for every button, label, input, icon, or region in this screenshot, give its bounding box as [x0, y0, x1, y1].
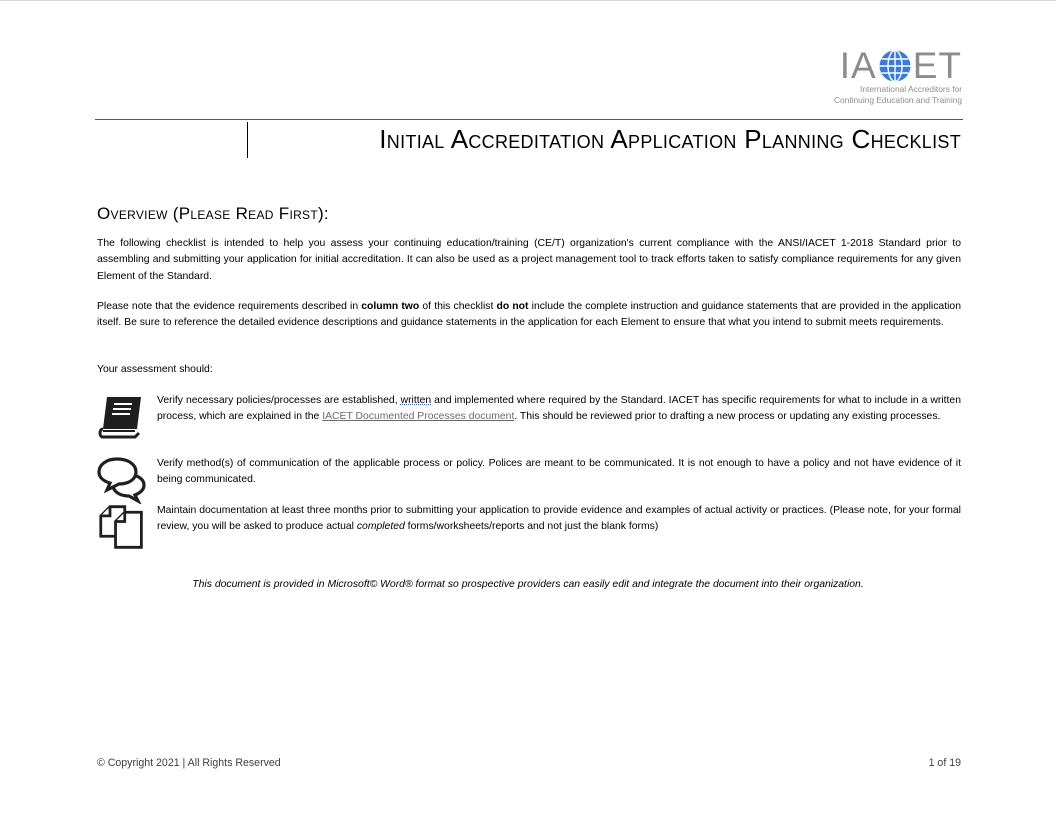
item-3-text-a: Maintain documentation at least three months prior to submitting your application to provide evidence and examples of actual activity or practices. (Please note, for your formal review, you will be asked to produce actual — [157, 505, 961, 533]
format-note: This document is provided in Microsoft© Word® format so prospective providers can easily edit and integrate the document into their organization. — [192, 579, 864, 590]
do-not-bold: do not — [496, 301, 529, 312]
overview-paragraph-1: The following checklist is intended to help you assess your continuing education/training (CE/T) organization's current compliance with the ANSI/IACET 1-2018 Standard prior to assembling and submitting your application for initial accreditation. It can also be used as a project management tool to track efforts taken to satisfy compliance requirements for any given Element of the Standard. — [97, 238, 961, 282]
documented-processes-link[interactable]: IACET Documented Processes document — [322, 411, 515, 423]
logo-wordmark — [812, 45, 962, 86]
footer-page-number: 1 of 19 — [928, 757, 961, 769]
item-1-text-a: Verify necessary policies/processes are established, — [157, 395, 401, 406]
item-1-text-b: and implemented where required by the Standard. IACET has specific requirements for what to include in a written process, which are explained in the — [157, 395, 961, 423]
overview-heading: Overview (Please Read First): — [97, 204, 329, 223]
logo-wordmark-left: IA — [839, 45, 877, 86]
logo-wordmark-right: ET — [912, 45, 962, 86]
item-1-text-c: . This should be reviewed prior to drafting a new process or updating any existing processes. — [514, 411, 941, 423]
paragraph-2-text-b: of this checklist — [419, 301, 497, 312]
paragraph-2-text-c: include the complete instruction and guidance statements that are provided in the application itself. Be sure to reference the detailed evidence descriptions and guidance statements in the application for each Element to ensure that what you intend to submit meets requirements. — [97, 301, 961, 329]
page-title: Initial Accreditation Application Planning Checklist — [379, 124, 961, 154]
documents-icon — [97, 503, 147, 551]
checklist-item-documentation-text — [157, 503, 961, 536]
logo-tagline-1: International Accreditors for — [860, 84, 962, 94]
footer-copyright: © Copyright 2021 | All Rights Reserved — [97, 757, 281, 769]
column-two-bold: column two — [361, 301, 420, 312]
checklist-item-policies-text — [157, 393, 961, 426]
logo-tagline-2: Continuing Education and Training — [833, 95, 962, 105]
checklist-item-communication-text: Verify method(s) of communication of the applicable process or policy. Polices are meant to be communicated. It is not enough to have a policy and not have evidence of it being communicated. — [157, 458, 961, 486]
speech-bubbles-icon — [97, 456, 147, 504]
overview-paragraph-2 — [97, 299, 961, 332]
iacet-logo — [812, 45, 962, 105]
header-rule — [95, 119, 963, 120]
written-spellcheck: written — [400, 395, 432, 406]
paragraph-2-text-a: Please note that the evidence requirements described in — [97, 301, 362, 312]
assessment-intro: Your assessment should: — [97, 364, 213, 375]
item-3-text-b: forms/worksheets/reports and not just the blank forms) — [404, 521, 659, 533]
completed-italic: completed — [356, 521, 405, 533]
globe-icon — [878, 49, 912, 83]
book-icon — [97, 393, 147, 441]
text-cursor — [247, 122, 248, 158]
